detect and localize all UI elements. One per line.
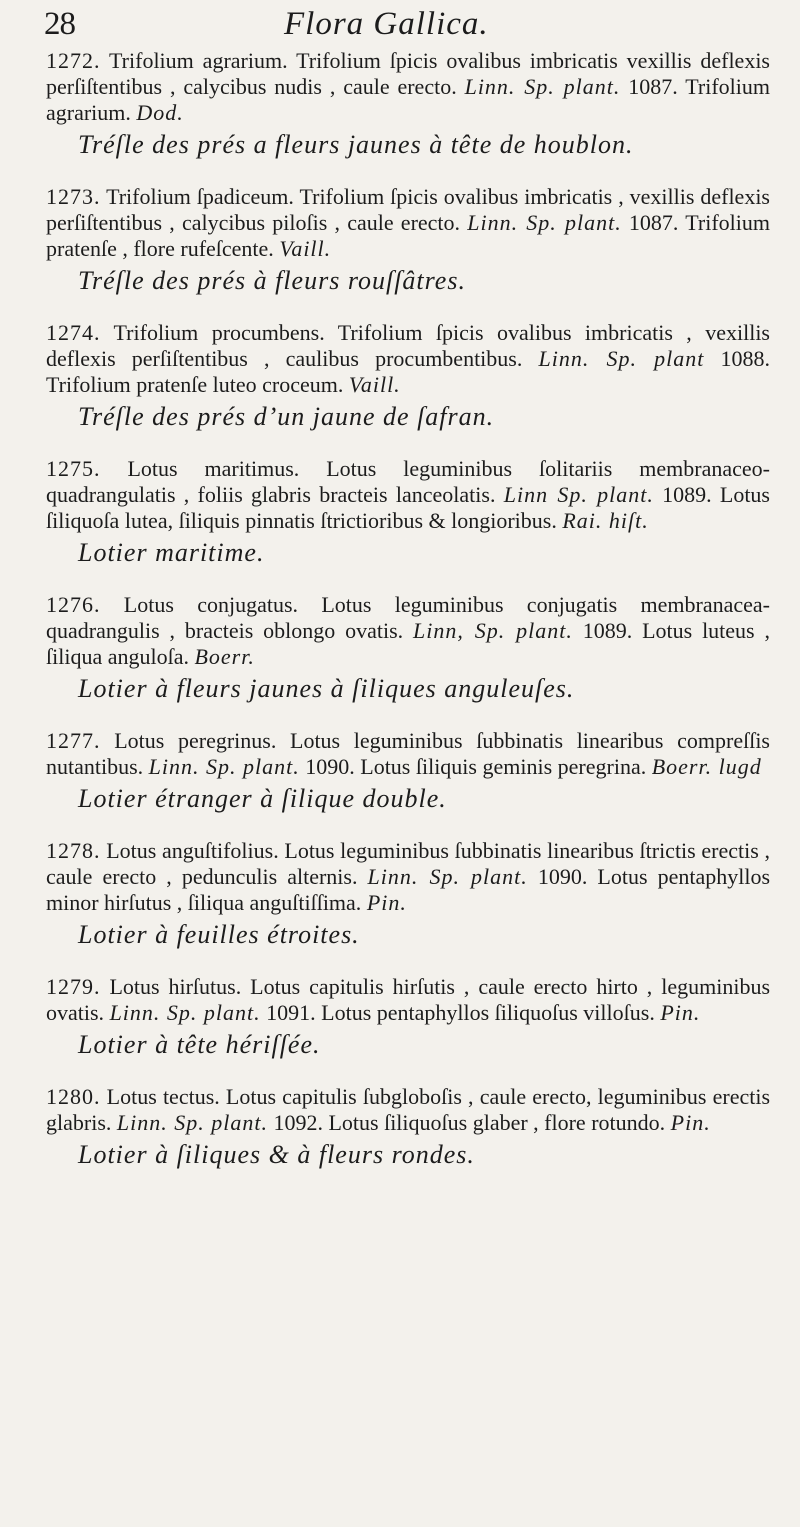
latin-text: Lotus anguſtifolius. Lotus leguminibus ſubbinatis linearibus ſtrictis erectis , caule erecto , pedunculis alternis.: [46, 838, 770, 889]
french-name: Lotier à ſiliques & à fleurs rondes.: [78, 1140, 475, 1169]
species-entry: [46, 320, 770, 434]
latin-description: [46, 728, 770, 780]
species-entry: [46, 974, 770, 1062]
entry-number: 1277.: [46, 728, 101, 753]
species-entry: [46, 1084, 770, 1172]
citation: Linn. Sp. plant.: [367, 864, 528, 889]
species-entry: [46, 456, 770, 570]
entry-number: 1278.: [46, 838, 101, 863]
latin-text: 1087. Trifolium pratenſe , flore rufeſcente.: [46, 210, 770, 261]
author-citation: Vaill.: [348, 372, 401, 397]
species-entry: [46, 184, 770, 298]
author-citation: Rai. hiſt.: [562, 508, 649, 533]
latin-text: Trifolium ſpadiceum. Trifolium ſpicis ovalibus imbricatis , vexillis deflexis perſiſtentibus , calycibus piloſis , caule erecto.: [46, 184, 770, 235]
author-citation: Vaill.: [279, 236, 332, 261]
latin-description: [46, 838, 770, 916]
french-name: Tréſle des prés d’un jaune de ſafran.: [78, 402, 495, 431]
latin-text: Lotus hirſutus. Lotus capitulis hirſutis , caule erecto hirto , leguminibus ovatis.: [46, 974, 771, 1025]
french-name: Tréſle des prés à fleurs rouſſâtres.: [78, 266, 466, 295]
latin-text: 1092. Lotus ſiliquoſus glaber , flore rotundo.: [267, 1110, 671, 1135]
citation: Linn. Sp. plant.: [109, 1000, 261, 1025]
french-name: Lotier à fleurs jaunes à ſiliques anguleuſes.: [78, 674, 575, 703]
latin-text: Lotus maritimus. Lotus leguminibus ſolitariis membranaceo-quadrangulatis , foliis glabris bracteis lanceolatis.: [46, 456, 771, 507]
latin-text: Trifolium agrarium. Trifolium ſpicis ovalibus imbricatis vexillis deflexis perſiſtentibus , calycibus nudis , caule erecto.: [46, 48, 770, 99]
latin-text: 1089. Lotus ſiliquoſa lutea, ſiliquis pinnatis ſtrictioribus & longioribus.: [46, 482, 770, 533]
entry-number: 1274.: [46, 320, 101, 345]
latin-text: 1091. Lotus pentaphyllos ſiliquoſus villoſus.: [260, 1000, 661, 1025]
latin-description: [46, 592, 770, 670]
latin-description: [46, 320, 770, 398]
page-number: 28: [44, 6, 75, 42]
latin-description: [46, 48, 770, 126]
latin-text: 1090. Lotus pentaphyllos minor hirſutus , ſiliqua anguſtiſſima.: [46, 864, 771, 915]
entry-number: 1280.: [46, 1084, 101, 1109]
author-citation: Pin.: [660, 1000, 701, 1025]
citation: Linn. Sp. plant: [538, 346, 705, 371]
entry-number: 1276.: [46, 592, 101, 617]
french-name: Lotier maritime.: [78, 538, 265, 567]
author-citation: Boerr. lugd: [651, 754, 762, 779]
author-citation: Pin.: [366, 890, 407, 915]
running-title: Flora Gallica.: [284, 6, 489, 42]
author-citation: Boerr.: [194, 644, 255, 669]
latin-description: [46, 974, 770, 1026]
author-citation: Pin.: [670, 1110, 711, 1135]
citation: Linn. Sp. plant.: [148, 754, 300, 779]
latin-text: Lotus tectus. Lotus capitulis ſubgloboſis , caule erecto, leguminibus erectis glabris.: [46, 1084, 771, 1135]
latin-text: Lotus peregrinus. Lotus leguminibus ſubbinatis linearibus compreſſis nutantibus.: [46, 728, 770, 779]
entry-number: 1273.: [46, 184, 101, 209]
latin-text: Trifolium procumbens. Trifolium ſpicis ovalibus imbricatis , vexillis deflexis perſiſtentibus , caulibus procumbentibus.: [46, 320, 770, 371]
entry-number: 1275.: [46, 456, 101, 481]
latin-description: [46, 456, 770, 534]
citation: Linn, Sp. plant.: [413, 618, 573, 643]
species-entry: [46, 728, 770, 816]
entry-number: 1272.: [46, 48, 101, 73]
latin-text: Lotus conjugatus. Lotus leguminibus conjugatis membranacea-quadrangulis , bracteis oblongo ovatis.: [46, 592, 770, 643]
french-name: Tréſle des prés a fleurs jaunes à tête de houblon.: [78, 130, 634, 159]
french-name: Lotier à feuilles étroites.: [78, 920, 360, 949]
latin-text: 1089. Lotus luteus , ſiliqua anguloſa.: [46, 618, 770, 669]
latin-description: [46, 184, 770, 262]
species-list: [46, 48, 770, 1172]
citation: Linn Sp. plant.: [503, 482, 654, 507]
french-name: Lotier étranger à ſilique double.: [78, 784, 447, 813]
entry-number: 1279.: [46, 974, 101, 999]
citation: Linn. Sp. plant.: [467, 210, 622, 235]
latin-text: 1087. Trifolium agrarium.: [46, 74, 770, 125]
latin-text: 1088. Trifolium pratenſe luteo croceum.: [46, 346, 770, 397]
species-entry: [46, 592, 770, 706]
french-name: Lotier à tête hériſſée.: [78, 1030, 321, 1059]
citation: Linn. Sp. plant.: [464, 74, 621, 99]
latin-text: 1090. Lotus ſiliquis geminis peregrina.: [299, 754, 652, 779]
species-entry: [46, 838, 770, 952]
latin-description: [46, 1084, 770, 1136]
citation: Linn. Sp. plant.: [116, 1110, 268, 1135]
author-citation: Dod.: [136, 100, 184, 125]
page-header: [44, 0, 784, 44]
species-entry: [46, 48, 770, 162]
